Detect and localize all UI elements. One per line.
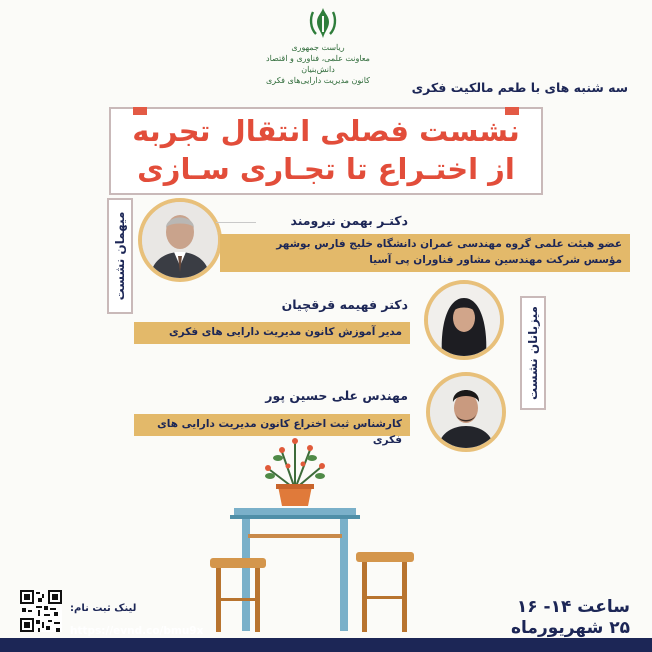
guest-connector <box>216 222 256 223</box>
guest-section-label: میهمان نشست <box>113 211 127 301</box>
plant-icon <box>265 438 325 506</box>
iran-emblem-icon <box>308 6 338 40</box>
registration-label: لینک ثبت نام: <box>70 603 137 614</box>
footer-strip <box>0 638 652 652</box>
guest-description-line-2: مؤسس شرکت مهندسین مشاور فناوران پی آسیا <box>369 254 622 266</box>
hosts-section-label: میزبانان نشست <box>526 306 540 400</box>
guest-photo <box>138 198 222 282</box>
series-title: سه شنبه های با طعم مالکیت فکری <box>411 80 628 95</box>
table-plant-illustration <box>200 434 450 646</box>
logo-line-3: کانون مدیریت دارایی‌های فکری <box>266 76 370 85</box>
host-2-description-bar <box>134 414 410 446</box>
host-1-description: مدیر آموزش کانون مدیریت دارایی های فکری <box>168 326 402 338</box>
guest-avatar-icon <box>142 202 218 278</box>
host-1-photo <box>424 280 504 360</box>
stool-right-icon <box>356 552 414 632</box>
host-1-description-bar <box>134 322 410 344</box>
table-icon <box>230 508 360 631</box>
guest-name: دکتـر بهمن نیرومند <box>290 213 408 228</box>
title-line-1: نشست فصلی انتقال تجربه <box>132 114 520 148</box>
guest-description-bar <box>220 234 630 272</box>
host-1-avatar-icon <box>428 284 500 356</box>
host-2-name: مهندس علی حسین پور <box>265 388 408 403</box>
host-2-description: کارشناس ثبت اختراع کانون مدیریت دارایی های فکری <box>157 418 402 446</box>
logo-line-2: معاونت علمی، فناوری و اقتصاد دانش‌بنیان <box>266 54 370 74</box>
guest-section-label-box <box>107 198 133 314</box>
logo-text <box>258 42 378 86</box>
qr-code-icon[interactable] <box>20 590 62 632</box>
guest-description-line-1: عضو هیئت علمی گروه مهندسی عمران دانشگاه خلیج فارس بوشهر <box>276 238 622 250</box>
title-box <box>109 107 543 195</box>
title-line-2: از اختـراع تا تجـاری سـازی <box>137 152 515 186</box>
event-date: ۲۵ شهریورماه <box>511 618 630 638</box>
logo-line-1: ریاست جمهوری <box>291 43 345 52</box>
host-1-name: دکتر فهیمه قرقچیان <box>281 297 408 312</box>
stool-left-icon <box>210 558 266 632</box>
hosts-section-label-box <box>520 296 546 410</box>
registration-link[interactable]: https://evnd.co/bmu9x <box>70 625 204 637</box>
event-time: ساعت ۱۴- ۱۶ <box>516 597 630 617</box>
